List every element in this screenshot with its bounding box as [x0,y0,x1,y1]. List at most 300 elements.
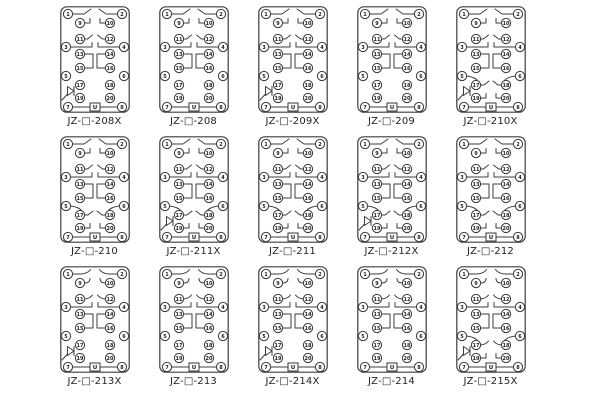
terminal-number: 11 [274,36,281,43]
terminal-number: 12 [304,166,311,173]
contact-wire [480,54,488,68]
terminal-number: 12 [106,36,113,43]
relay-internal-diagram [60,136,130,243]
contact-wire [97,211,105,215]
terminal-number: 2 [515,271,520,278]
terminal-number: 5 [261,333,266,340]
contact-wire [397,19,402,24]
signal-arrow-icon [260,87,272,101]
terminal-number: 1 [461,141,466,148]
terminal-number: 10 [403,150,410,157]
terminal-number: 8 [218,364,223,371]
terminal-number: 13 [175,311,182,318]
terminal-number: 16 [403,65,410,72]
terminal-number: 4 [418,44,423,51]
contact-wire [381,295,389,299]
terminal-number: 14 [304,51,311,58]
terminal-number: 3 [360,174,365,181]
relay-internal-diagram [258,6,328,113]
relay-internal-diagram [357,136,427,243]
contact-wire [99,270,117,275]
contact-wire [480,165,488,169]
terminal-number: 14 [304,311,311,318]
contact-wire [295,54,303,68]
terminal-number: 12 [502,296,509,303]
terminal-number: 10 [502,280,509,287]
relay-outline [60,137,128,242]
contact-wire [183,165,191,169]
contact-wire [496,149,501,154]
terminal-number: 2 [317,141,322,148]
terminal-number: 18 [502,342,509,349]
terminal-number: 4 [319,174,324,181]
terminal-number: 5 [162,73,167,80]
contact-wire [282,224,287,229]
terminal-number: 7 [65,364,70,371]
contact-wire [480,354,485,359]
terminal-number: 15 [274,325,281,332]
contact-wire [480,279,485,284]
contact-wire [493,165,501,169]
terminal-number: 1 [164,141,169,148]
terminal-number: 8 [119,234,124,241]
terminal-number: 5 [360,73,365,80]
terminal-number: 16 [205,325,212,332]
terminal-number: 15 [175,325,182,332]
terminal-number: 16 [403,195,410,202]
contact-wire [381,314,389,328]
contact-wire [394,165,402,169]
terminal-number: 3 [360,44,365,51]
cell-label: JZ-□-213 [170,376,217,387]
terminal-number: 19 [373,355,380,362]
terminal-number: 3 [63,44,68,51]
terminal-number: 9 [275,20,280,27]
terminal-number: 11 [373,296,380,303]
terminal-number: 12 [205,296,212,303]
terminal-number: 20 [106,95,113,102]
contact-wire [196,165,204,169]
terminal-number: 13 [472,311,479,318]
terminal-number: 1 [461,271,466,278]
terminal-number: 5 [459,333,464,340]
relay-outline [60,267,128,372]
terminal-number: 12 [403,36,410,43]
terminal-number: 16 [403,325,410,332]
terminal-number: 4 [517,174,522,181]
terminal-number: 14 [205,51,212,58]
terminal-number: 18 [502,212,509,219]
relay-diagram-cell [243,266,342,387]
terminal-number: 3 [360,304,365,311]
terminal-number: 13 [373,181,380,188]
coil-label: U [488,365,493,371]
terminal-number: 14 [403,51,410,58]
relay-diagram-cell [45,266,144,387]
cell-label: JZ-□-215X [463,376,518,387]
contact-wire [196,314,204,328]
contact-wire [97,314,105,328]
relay-internal-diagram [159,266,229,373]
terminal-number: 17 [76,82,83,89]
terminal-number: 3 [261,44,266,51]
terminal-number: 15 [472,195,479,202]
contact-wire [480,35,488,39]
terminal-number: 16 [106,325,113,332]
coil-label: U [290,235,295,241]
terminal-number: 6 [220,333,225,340]
cell-label: JZ-□-209X [265,116,320,127]
terminal-number: 20 [502,355,509,362]
contact-wire [183,19,188,24]
contact-wire [480,211,488,215]
terminal-number: 3 [261,174,266,181]
terminal-number: 20 [205,355,212,362]
terminal-number: 8 [416,234,421,241]
contact-wire [183,295,191,299]
contact-wire [183,211,191,215]
terminal-number: 14 [106,51,113,58]
contact-wire [100,224,105,229]
terminal-number: 7 [65,234,70,241]
relay-diagram-cell [342,6,441,127]
terminal-number: 8 [218,234,223,241]
terminal-number: 18 [403,342,410,349]
terminal-number: 17 [175,82,182,89]
contact-wire [183,279,188,284]
terminal-number: 16 [106,65,113,72]
coil-label: U [290,365,295,371]
terminal-number: 4 [121,44,126,51]
cell-label: JZ-□-210 [71,246,118,257]
contact-wire [295,295,303,299]
terminal-number: 10 [502,150,509,157]
terminal-number: 20 [205,95,212,102]
terminal-number: 8 [317,364,322,371]
relay-diagram-cell [45,136,144,257]
coil-label: U [191,365,196,371]
terminal-number: 11 [274,296,281,303]
signal-arrow-icon [161,217,173,231]
terminal-number: 1 [65,141,70,148]
terminal-number: 11 [76,166,83,173]
contact-wire [183,314,191,328]
terminal-number: 5 [360,203,365,210]
contact-wire [282,211,290,215]
terminal-number: 15 [175,195,182,202]
contact-wire [183,54,191,68]
contact-wire [99,9,117,14]
terminal-number: 7 [164,234,169,241]
terminal-number: 19 [76,225,83,232]
contact-wire [493,184,501,198]
terminal-number: 15 [472,325,479,332]
contact-wire [381,184,389,198]
contact-wire [394,54,402,68]
terminal-number: 17 [373,82,380,89]
contact-wire [183,224,188,229]
terminal-number: 16 [205,65,212,72]
terminal-number: 9 [77,150,82,157]
relay-internal-diagram [159,6,229,113]
terminal-number: 17 [175,342,182,349]
terminal-number: 18 [403,82,410,89]
relay-outline [159,267,227,372]
terminal-number: 8 [515,234,520,241]
coil-label: U [191,105,196,111]
contact-wire [493,81,501,85]
terminal-number: 13 [175,51,182,58]
contact-wire [270,270,288,275]
contact-wire [282,184,290,198]
contact-wire [480,149,485,154]
cell-label: JZ-□-211 [269,246,316,257]
contact-wire [493,211,501,215]
terminal-number: 20 [502,225,509,232]
contact-wire [397,224,402,229]
terminal-number: 15 [274,195,281,202]
terminal-number: 16 [106,195,113,202]
relay-internal-diagram [258,136,328,243]
terminal-number: 1 [164,11,169,18]
terminal-number: 16 [502,325,509,332]
terminal-number: 13 [175,181,182,188]
terminal-number: 2 [317,271,322,278]
terminal-number: 9 [77,20,82,27]
terminal-number: 3 [63,174,68,181]
contact-wire [295,165,303,169]
terminal-number: 20 [403,355,410,362]
terminal-number: 19 [472,95,479,102]
terminal-number: 19 [175,355,182,362]
terminal-number: 20 [502,95,509,102]
contact-wire [295,211,303,215]
contact-wire [295,314,303,328]
terminal-number: 17 [274,342,281,349]
terminal-number: 6 [319,203,324,210]
terminal-number: 19 [274,355,281,362]
terminal-number: 19 [373,225,380,232]
coil-label: U [92,365,97,371]
terminal-number: 9 [473,150,478,157]
terminal-number: 7 [461,104,466,111]
terminal-number: 1 [362,271,367,278]
contact-wire [295,35,303,39]
terminal-number: 2 [416,11,421,18]
terminal-number: 15 [175,65,182,72]
relay-diagram-cell [144,266,243,387]
relay-internal-diagram [258,266,328,373]
terminal-number: 3 [63,304,68,311]
contact-wire [297,139,315,144]
contact-wire [480,19,485,24]
terminal-number: 8 [317,234,322,241]
coil-label: U [290,105,295,111]
terminal-number: 9 [473,280,478,287]
terminal-number: 18 [502,82,509,89]
terminal-number: 17 [373,212,380,219]
relay-outline [456,7,524,112]
contact-wire [72,270,90,275]
contact-wire [282,149,287,154]
contact-wire [100,19,105,24]
terminal-number: 2 [218,11,223,18]
contact-wire [495,139,513,144]
cell-label: JZ-□-208X [67,116,122,127]
contact-wire [298,279,303,284]
terminal-number: 10 [106,20,113,27]
terminal-number: 8 [416,364,421,371]
terminal-number: 16 [502,65,509,72]
terminal-number: 4 [517,44,522,51]
terminal-number: 11 [76,36,83,43]
terminal-number: 9 [275,150,280,157]
relay-internal-diagram [456,266,526,373]
contact-wire [480,184,488,198]
terminal-number: 20 [403,225,410,232]
terminal-number: 5 [360,333,365,340]
contact-wire [72,139,90,144]
terminal-number: 7 [65,104,70,111]
terminal-number: 7 [164,104,169,111]
terminal-number: 18 [106,212,113,219]
terminal-number: 20 [304,355,311,362]
cell-label: JZ-□-210X [463,116,518,127]
terminal-number: 11 [76,296,83,303]
contact-wire [493,295,501,299]
terminal-number: 3 [162,174,167,181]
terminal-number: 17 [472,342,479,349]
contact-wire [297,270,315,275]
terminal-number: 17 [472,82,479,89]
contact-wire [369,139,387,144]
cell-label: JZ-□-209 [368,116,415,127]
terminal-number: 8 [317,104,322,111]
terminal-number: 2 [119,11,124,18]
terminal-number: 10 [403,20,410,27]
terminal-number: 12 [502,166,509,173]
contact-wire [480,94,485,99]
contact-wire [468,9,486,14]
terminal-number: 1 [461,11,466,18]
contact-wire [199,149,204,154]
terminal-number: 7 [362,104,367,111]
contact-wire [171,9,189,14]
terminal-number: 4 [220,174,225,181]
terminal-number: 4 [319,304,324,311]
terminal-number: 4 [418,304,423,311]
terminal-number: 14 [106,311,113,318]
contact-wire [84,35,92,39]
terminal-number: 20 [403,95,410,102]
contact-wire [198,9,216,14]
contact-wire [282,54,290,68]
contact-wire [196,211,204,215]
relay-diagram-cell [45,6,144,127]
terminal-number: 6 [319,333,324,340]
terminal-number: 11 [472,36,479,43]
terminal-number: 14 [403,181,410,188]
terminal-number: 1 [263,11,268,18]
terminal-number: 18 [106,82,113,89]
contact-wire [295,184,303,198]
contact-wire [495,270,513,275]
terminal-number: 3 [162,44,167,51]
relay-outline [258,7,326,112]
terminal-number: 2 [317,11,322,18]
contact-wire [171,139,189,144]
contact-wire [394,184,402,198]
terminal-number: 17 [76,342,83,349]
contact-wire [468,270,486,275]
terminal-number: 9 [374,20,379,27]
relay-diagram-cell [243,136,342,257]
contact-wire [198,139,216,144]
terminal-number: 17 [175,212,182,219]
terminal-number: 19 [472,355,479,362]
coil-label: U [488,105,493,111]
terminal-number: 5 [261,73,266,80]
terminal-number: 6 [418,73,423,80]
contact-wire [84,149,89,154]
contact-wire [381,224,386,229]
cell-label: JZ-□-213X [67,376,122,387]
contact-wire [493,314,501,328]
coil-label: U [488,235,493,241]
signal-arrow-icon [62,87,74,101]
cell-label: JZ-□-214X [265,376,320,387]
terminal-number: 11 [373,36,380,43]
contact-wire [282,165,290,169]
terminal-number: 18 [205,82,212,89]
terminal-number: 19 [274,95,281,102]
contact-wire [381,19,386,24]
terminal-number: 6 [517,73,522,80]
terminal-number: 8 [218,104,223,111]
terminal-number: 16 [304,325,311,332]
cell-label: JZ-□-212 [467,246,514,257]
cell-label: JZ-□-212X [364,246,419,257]
terminal-number: 9 [176,20,181,27]
relay-diagram-cell [342,266,441,387]
contact-wire [198,270,216,275]
terminal-number: 16 [502,195,509,202]
contact-wire [381,165,389,169]
contact-wire [84,184,92,198]
contact-wire [397,279,402,284]
contact-wire [298,224,303,229]
coil-label: U [389,365,394,371]
terminal-number: 10 [106,280,113,287]
relay-outline [258,267,326,372]
contact-wire [196,295,204,299]
contact-wire [381,54,389,68]
cell-label: JZ-□-208 [170,116,217,127]
terminal-number: 1 [263,271,268,278]
terminal-number: 9 [473,20,478,27]
terminal-number: 6 [517,203,522,210]
terminal-number: 13 [76,51,83,58]
terminal-number: 18 [304,82,311,89]
contact-wire [282,295,290,299]
contact-wire [493,341,501,345]
terminal-number: 12 [304,296,311,303]
terminal-number: 2 [515,141,520,148]
terminal-number: 2 [218,141,223,148]
terminal-number: 15 [76,195,83,202]
terminal-number: 13 [274,51,281,58]
terminal-number: 12 [205,166,212,173]
